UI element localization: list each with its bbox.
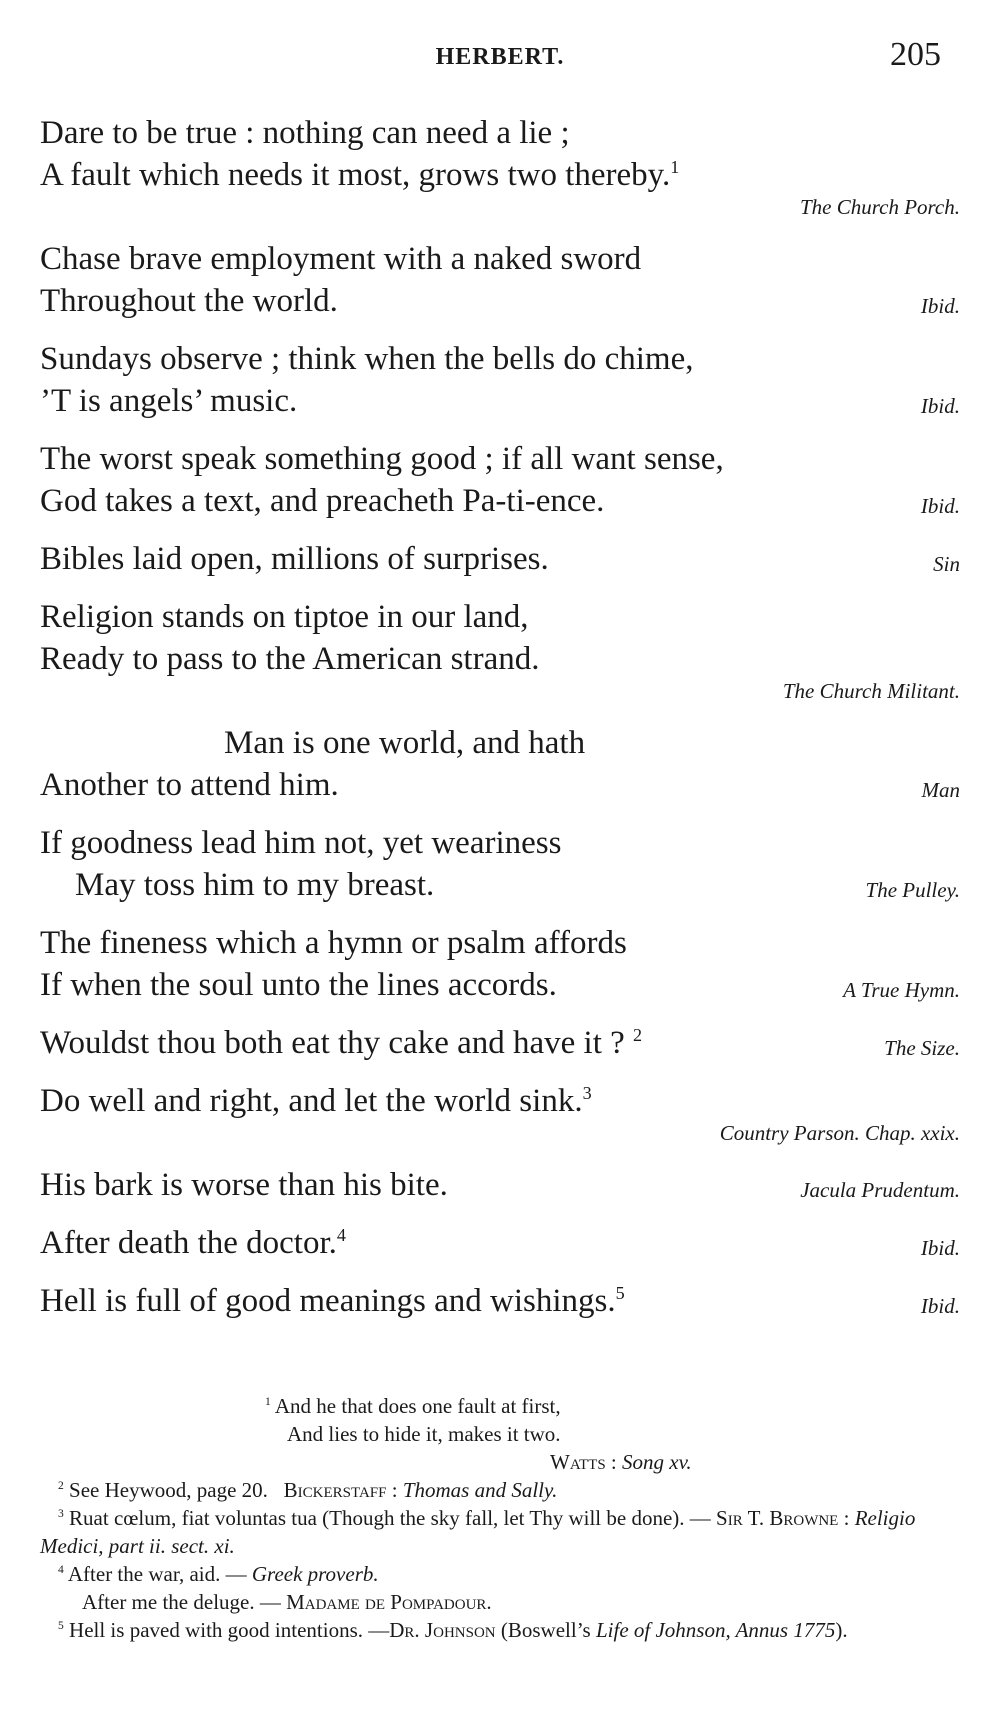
quote-line: Chase brave employment with a naked sword [40,241,642,277]
footnote-author: Madame de Pompadour. [286,1590,492,1614]
quote-block [40,822,960,906]
footnote-author: Bickerstaff : [283,1478,398,1502]
quote-line: May toss him to my breast. [75,867,435,903]
quote-block [40,238,960,322]
quote-line: Religion stands on tiptoe in our land, [40,599,529,635]
quote-line-text: Hell is full of good meanings and wishings. [40,1283,616,1319]
footnote-text: Ruat cœlum, fiat voluntas tua (Though the sky fall, let Thy will be done). — [69,1506,711,1530]
quote-source: Ibid. [920,394,960,418]
footnote-ref: 3 [582,1083,592,1103]
footnote-work: Song xv. [622,1450,692,1474]
footnote-5 [40,1616,960,1644]
quote-line: The worst speak something good ; if all want sense, [40,441,724,477]
quote-line-text: A fault which needs it most, grows two thereby. [40,157,671,193]
footnote-mark: 4 [58,1564,64,1576]
quote-line [40,1080,960,1122]
footnote-text: After the war, aid. — [67,1562,247,1586]
quote-line: The fineness which a hymn or psalm affords [40,925,627,961]
footnote-text: And lies to hide it, makes it two. [287,1422,561,1446]
quote-line: ’T is angels’ music. [40,383,298,419]
quote-line: Sundays observe ; think when the bells do chime, [40,341,694,377]
quote-block [40,722,960,806]
quote-source: Country Parson. Chap. xxix. [719,1121,960,1145]
footnote-work: Life of Johnson, Annus 1775 [595,1618,836,1642]
footnote-author: Sir T. Browne : [716,1506,850,1530]
quote-line [40,1222,960,1264]
quote-source: Ibid. [920,1294,960,1318]
page-number: 205 [890,36,941,73]
quote-line: Throughout the world. [40,283,338,319]
quote-block [40,112,960,222]
quote-block [40,1022,960,1064]
quote-block [40,1080,960,1148]
footnote-ref: 2 [633,1025,643,1045]
quote-line [40,1280,960,1322]
quote-source: The Size. [884,1036,960,1060]
quote-block [40,922,960,1006]
quote-line: Man is one world, and hath [224,725,586,761]
quotation-list [40,112,960,1338]
quote-line-text: Do well and right, and let the world sink. [40,1083,583,1119]
footnote-2 [40,1476,960,1504]
footnote-4 [40,1560,960,1616]
footnote-ref: 5 [615,1283,625,1303]
footnote-author: Dr. Johnson [389,1618,496,1642]
footnote-author: Watts : [550,1450,617,1474]
quote-block [40,338,960,422]
quote-line: Dare to be true : nothing can need a lie ; [40,115,570,151]
quote-line: Ready to pass to the American strand. [40,641,540,677]
footnote-work: Religio Medici, part ii. sect. xi. [40,1506,916,1558]
quote-block [40,596,960,706]
footnote-mark: 1 [265,1396,271,1408]
footnote-text: After me the deluge. — [82,1590,281,1614]
footnote-text: ). [835,1618,848,1642]
quote-block [40,1280,960,1322]
quote-line: If goodness lead him not, yet weariness [40,825,562,861]
quote-line: His bark is worse than his bite. [40,1167,448,1203]
quote-source: Ibid. [920,494,960,518]
quote-source: The Church Porch. [799,195,960,219]
footnote-text: (Boswell’s [500,1618,591,1642]
footnote-ref: 1 [670,157,680,177]
quote-block [40,1164,960,1206]
footnote-work: Thomas and Sally. [402,1478,558,1502]
quote-line: God takes a text, and preacheth Pa-ti-ence. [40,483,605,519]
quote-source: Sin [933,552,960,576]
quote-source: Man [921,778,960,802]
footnote-mark: 5 [58,1620,64,1632]
footnote-1 [40,1392,960,1476]
footnote-text: Hell is paved with good intentions. — [69,1618,390,1642]
footnote-text: See Heywood, page 20. [69,1478,268,1502]
quote-line [40,154,960,196]
quote-line: Another to attend him. [40,767,339,803]
quote-line: Bibles laid open, millions of surprises. [40,541,549,577]
quote-block [40,1222,960,1264]
quote-line-text: After death the doctor. [40,1225,337,1261]
footnote-mark: 3 [58,1508,64,1520]
quote-block [40,438,960,522]
quote-source: A True Hymn. [843,978,960,1002]
quote-line: If when the soul unto the lines accords. [40,967,557,1003]
footnote-mark: 2 [58,1480,64,1492]
quote-source: The Pulley. [865,878,960,902]
footnote-3 [40,1504,960,1560]
quote-source: Ibid. [920,294,960,318]
quote-source: Ibid. [920,1236,960,1260]
footnote-ref: 4 [336,1225,346,1245]
quote-block [40,538,960,580]
quote-line-text: Wouldst thou both eat thy cake and have it ? [40,1025,625,1061]
quote-source: Jacula Prudentum. [800,1178,960,1202]
running-head: HERBERT. [435,44,565,70]
quote-line [40,1022,960,1064]
footnote-work: Greek proverb. [251,1562,379,1586]
footnote-text: And he that does one fault at first, [274,1394,561,1418]
footnotes [40,1392,960,1644]
quote-source: The Church Militant. [782,679,960,703]
